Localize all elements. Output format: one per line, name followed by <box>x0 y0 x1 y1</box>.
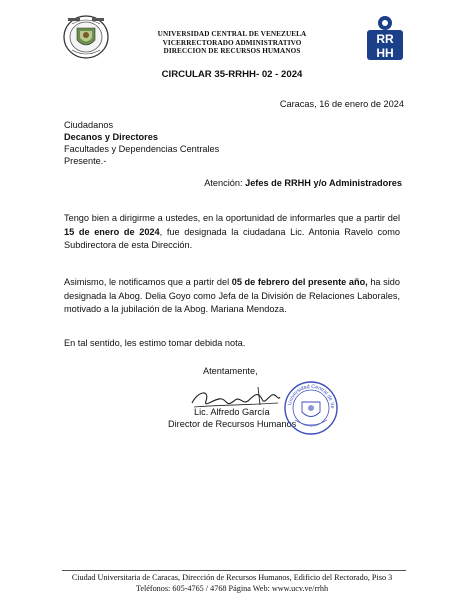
recipient-faculties: Facultades y Dependencias Centrales <box>64 144 220 154</box>
svg-text:RR: RR <box>376 32 394 46</box>
recipient-salutation: Ciudadanos <box>64 120 114 130</box>
attention-label: Atención: <box>204 178 243 188</box>
header-vicerrectorado: VICERRECTORADO ADMINISTRATIVO <box>162 38 302 47</box>
official-stamp <box>283 380 339 436</box>
footer-address: Ciudad Universitaria de Caracas, Dirección de Recursos Humanos, Edificio del Rectorado, Piso 3 <box>71 573 393 582</box>
attention-value: Jefes de RRHH y/o Administradores <box>245 178 402 188</box>
svg-text:HH: HH <box>376 46 394 60</box>
paragraph-1-text-end: , fue designada la ciudadana Lic. Antonia Ravelo como Subdirectora de esta Dirección. <box>64 226 400 251</box>
ucv-logo <box>62 14 110 60</box>
stamp-text: Universidad Central de Ve <box>287 383 336 409</box>
recipient-presente: Presente.- <box>64 156 107 166</box>
closing: Atentamente, <box>203 366 258 376</box>
footer-contact: Teléfonos: 605-4765 / 4768 Página Web: www.ucv.ve/rrhh <box>135 584 329 593</box>
paragraph-1 <box>64 212 400 253</box>
header-university: UNIVERSIDAD CENTRAL DE VENEZUELA <box>157 30 307 38</box>
paragraph-2-date: 05 de febrero del presente año, <box>231 277 368 287</box>
paragraph-2-text: Asimismo, le notificamos que a partir del <box>64 277 232 287</box>
signer-name: Lic. Alfredo García <box>194 407 270 417</box>
rrhh-logo <box>364 14 406 62</box>
place-date: Caracas, 16 de enero de 2024 <box>279 99 404 109</box>
circular-title: CIRCULAR 35-RRHH- 02 - 2024 <box>161 69 303 80</box>
paragraph-2 <box>64 276 400 317</box>
paragraph-1-text: Tengo bien a dirigirme a ustedes, en la oportunidad de informarles que a partir del <box>64 213 400 223</box>
signer-role: Director de Recursos Humanos <box>168 419 297 429</box>
attention-line <box>204 177 402 191</box>
paragraph-2-text-end: ha sido designada la Abog. Delia Goyo como Jefa de la División de Relaciones Laborales, motivado a la jubilación de la Abog. Mariana Mendoza. <box>64 277 400 315</box>
recipient-title: Decanos y Directores <box>64 132 158 142</box>
header-direccion: DIRECCION DE RECURSOS HUMANOS <box>163 47 301 55</box>
paragraph-1-date: 15 de enero de 2024 <box>64 226 160 237</box>
svg-text:Universidad Central de Venezue <box>283 380 335 409</box>
footer-divider <box>62 570 406 571</box>
paragraph-3: En tal sentido, les estimo tomar debida nota. <box>64 338 246 348</box>
